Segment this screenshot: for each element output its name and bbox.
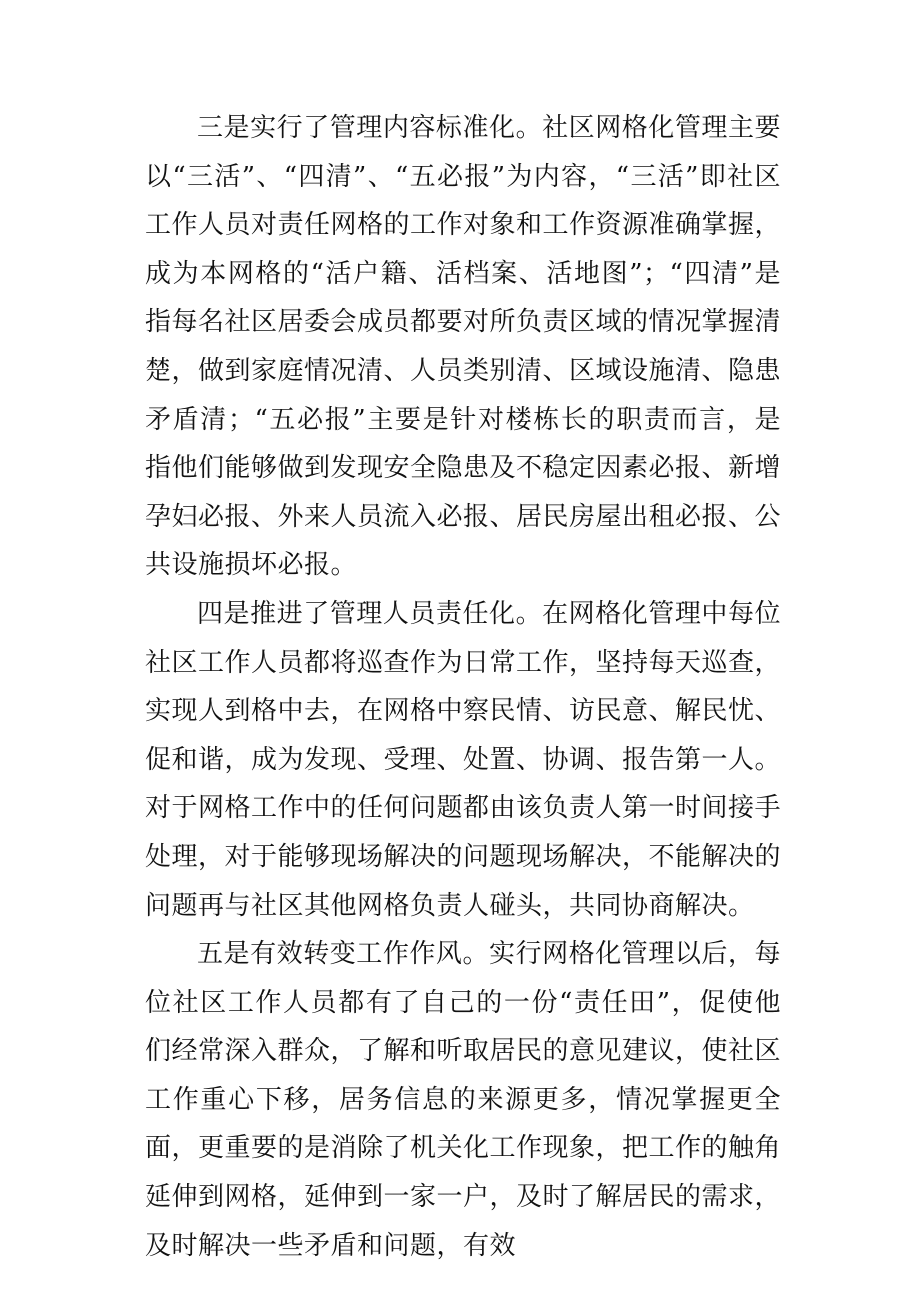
paragraph-standardization: 三是实行了管理内容标准化。社区网格化管理主要以“三活”、“四清”、“五必报”为内容，“三活”即社区工作人员对责任网格的工作对象和工作资源准确掌握，成为本网格的“活户籍、活档案、活地图”；“四清”是指每名社区居委会成员都要对所负责区域的情况掌握清楚，做到家庭情况清、人员类别清、区域设施清、隐患矛盾清；“五必报”主要是针对楼栋长的职责而言，是指他们能够做到发现安全隐患及不稳定因素必报、新增孕妇必报、外来人员流入必报、居民房屋出租必报、公共设施损坏必报。 <box>145 113 782 581</box>
document-body <box>145 104 781 1270</box>
paragraph-work-style: 五是有效转变工作作风。实行网格化管理以后，每位社区工作人员都有了自己的一份“责任田”，促使他们经常深入群众，了解和听取居民的意见建议，使社区工作重心下移，居务信息的来源更多，情况掌握更全面，更重要的是消除了机关化工作现象，把工作的触角延伸到网格，延伸到一家一户，及时了解居民的需求，及时解决一些矛盾和问题，有效 <box>145 939 782 1261</box>
paragraph-responsibility: 四是推进了管理人员责任化。在网格化管理中每位社区工作人员都将巡查作为日常工作，坚持每天巡查，实现人到格中去，在网格中察民情、访民意、解民忧、促和谐，成为发现、受理、处置、协调、报告第一人。对于网格工作中的任何问题都由该负责人第一时间接手处理，对于能够现场解决的问题现场解决，不能解决的问题再与社区其他网格负责人碰头，共同协商解决。 <box>145 598 782 921</box>
